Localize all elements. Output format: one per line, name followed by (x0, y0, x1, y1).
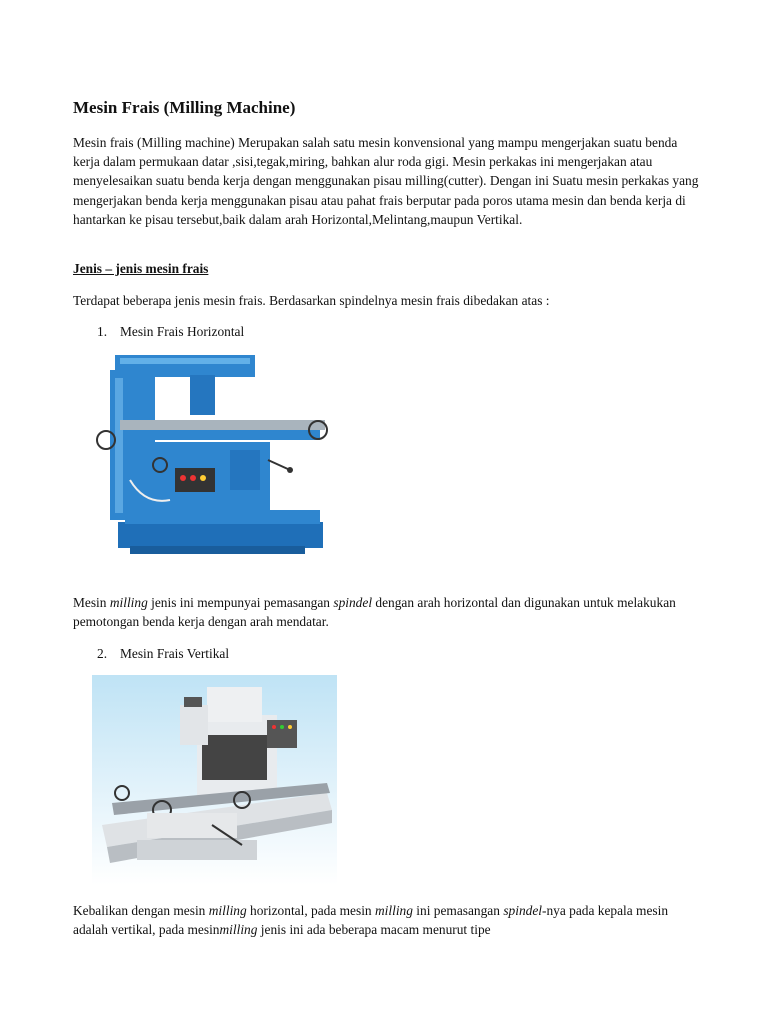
list-label: Mesin Frais Vertikal (120, 646, 230, 661)
intro-paragraph: Mesin frais (Milling machine) Merupakan salah satu mesin konvensional yang mampu mengerjakan suatu benda kerja dalam permukaan datar ,sisi,tegak,miring, bahkan alur roda gigi. Mesin perkakas ini mengerjakan atau menyelesaikan suatu benda kerja dengan menggunakan pisau milling(cutter). Dengan ini Suatu mesin perkakas yang mengerjakan benda kerja menggunakan pisau atau pahat frais berputar pada poros utama mesin dan benda kerja di hantarkan ke pisau tersebut,baik dalam arah Horizontal,Melintang,maupun Vertikal. (73, 135, 699, 227)
list-number: 1. (97, 324, 108, 339)
list-label: Mesin Frais Horizontal (120, 324, 245, 339)
section-heading: Jenis – jenis mesin frais (73, 261, 209, 276)
vertical-description: Kebalikan dengan mesin milling horizontal, pada mesin milling ini pemasangan spindel-nya pada kepala mesin adalah vertikal, pada mesinmilling jenis ini ada beberapa macam menurut tipe (73, 903, 669, 938)
list-item-horizontal (97, 322, 244, 341)
list-item-vertical (97, 644, 229, 663)
horizontal-milling-machine-image (90, 350, 336, 570)
vertical-milling-machine-image (92, 675, 337, 885)
horizontal-description: Mesin milling jenis ini mempunyai pemasangan spindel dengan arah horizontal dan digunakan untuk melakukan pemotongan benda kerja dengan arah mendatar. (73, 595, 676, 630)
list-number: 2. (97, 646, 108, 661)
section-intro: Terdapat beberapa jenis mesin frais. Berdasarkan spindelnya mesin frais dibedakan atas : (73, 293, 550, 308)
page-title: Mesin Frais (Milling Machine) (73, 98, 296, 117)
